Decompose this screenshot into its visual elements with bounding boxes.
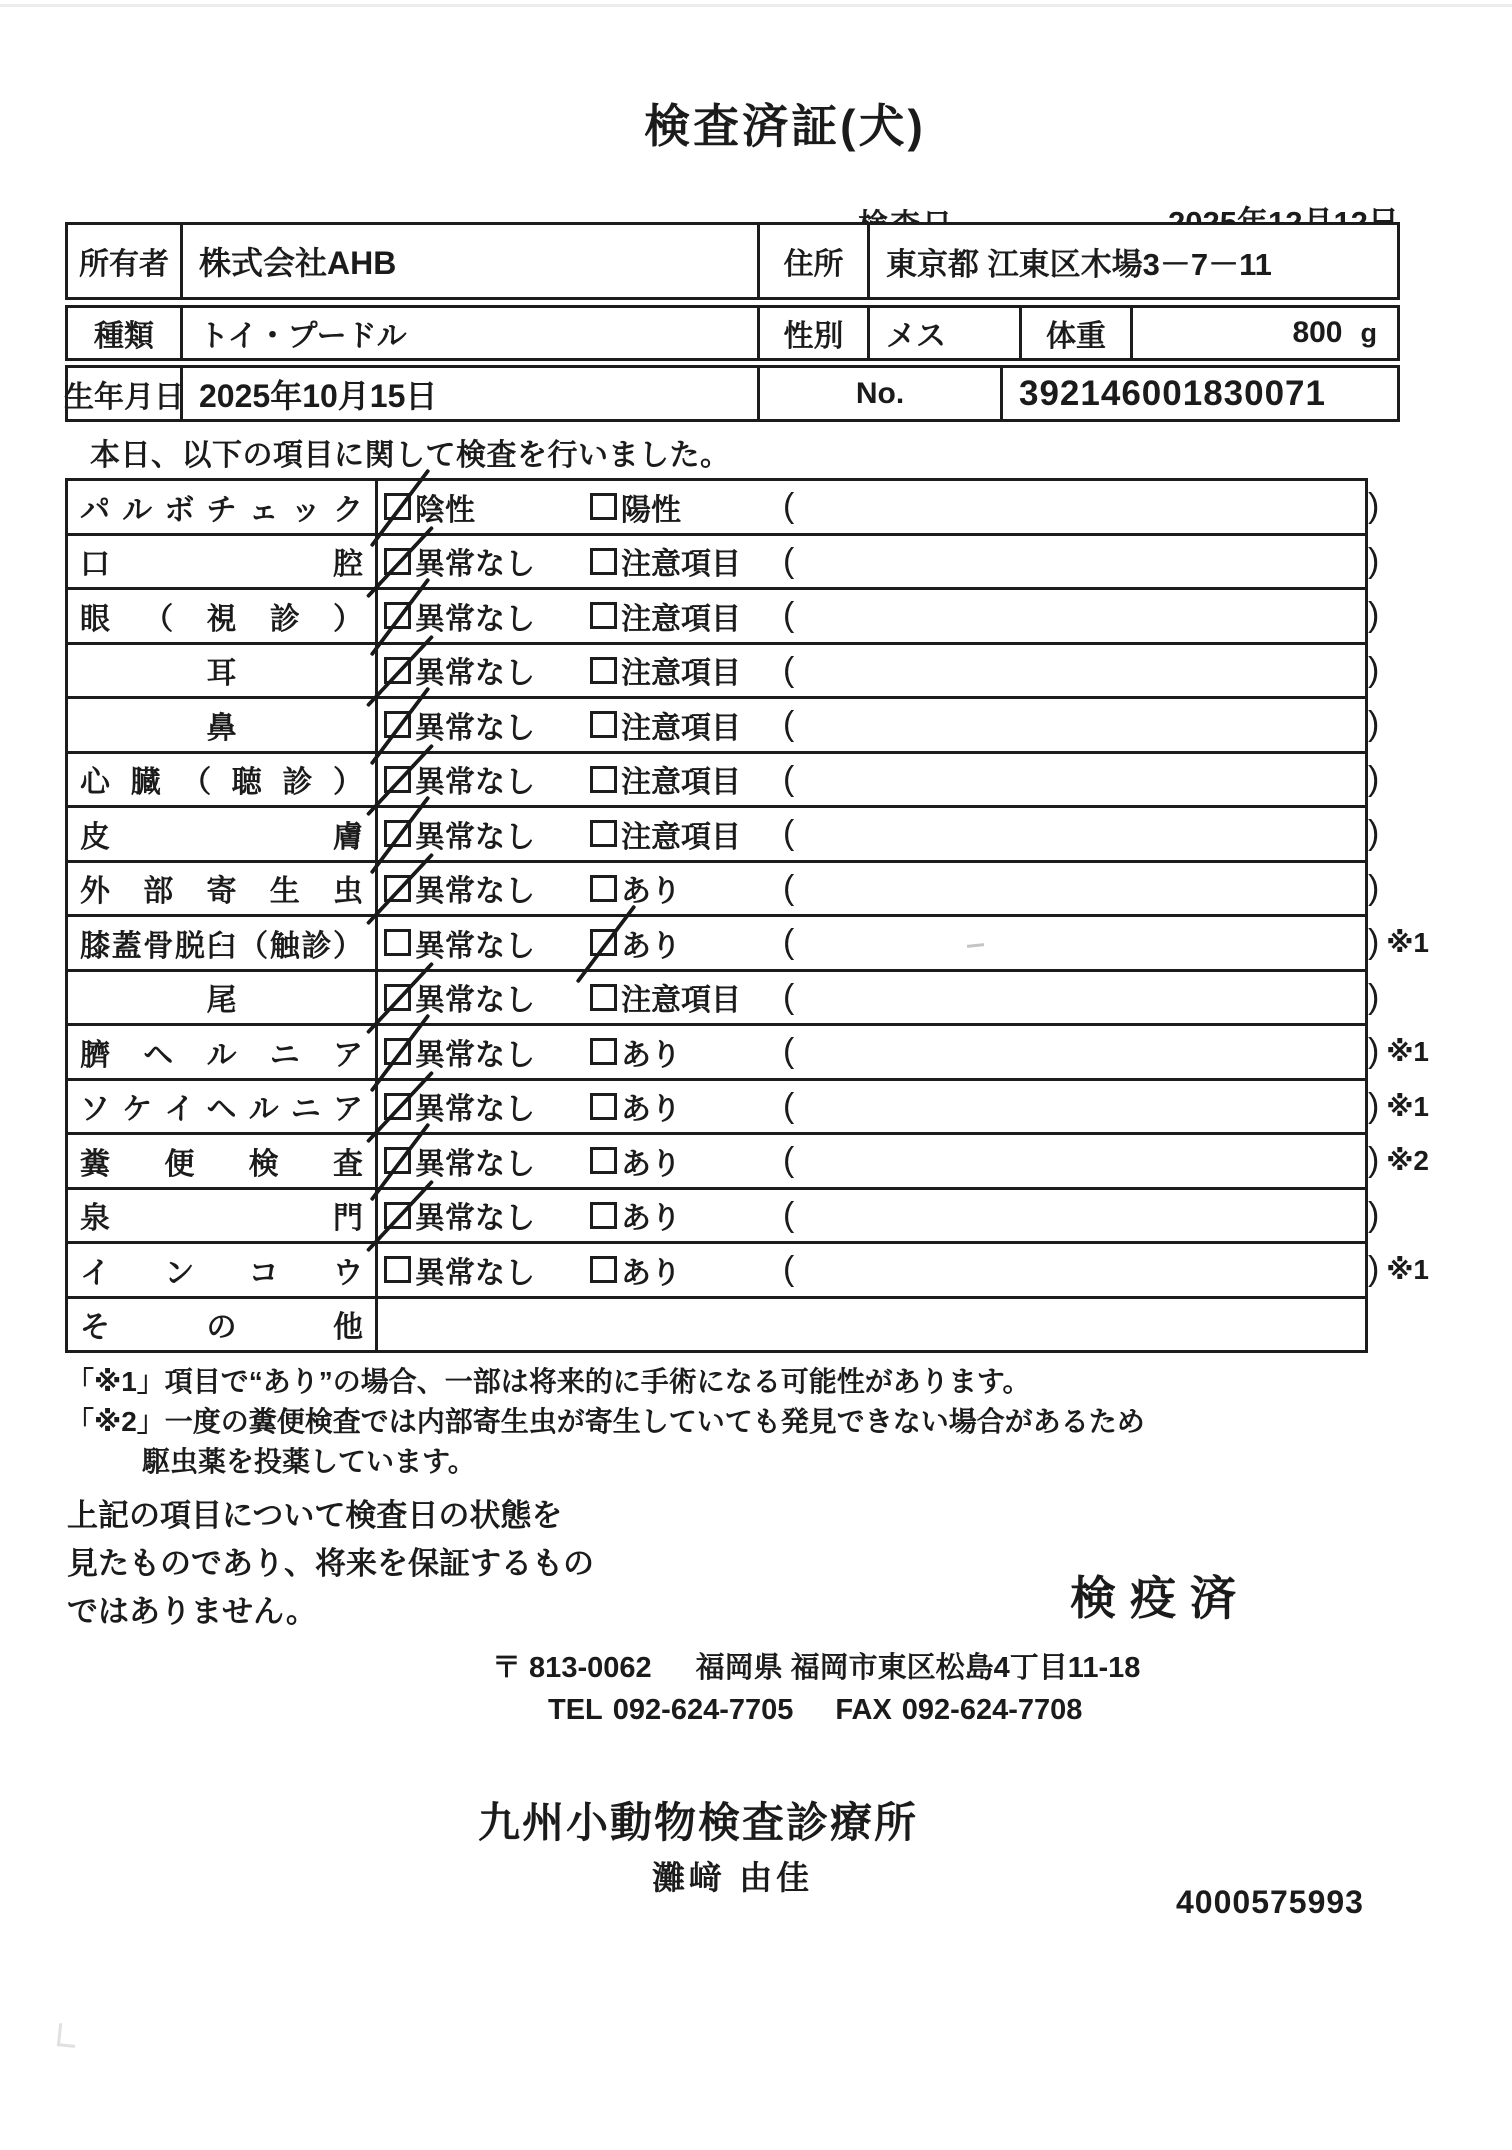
paren-open: ( xyxy=(783,1195,795,1234)
label-char: 査 xyxy=(332,1147,363,1181)
checkbox-icon xyxy=(590,766,617,793)
label-char: 検 xyxy=(248,1147,279,1181)
label-char: 耳 xyxy=(206,657,237,691)
checkbox-icon xyxy=(590,1038,617,1065)
check-row-label xyxy=(68,1135,378,1187)
label-char: 脱 xyxy=(174,929,205,963)
option-label: 異常なし xyxy=(415,766,535,800)
check-row-options xyxy=(378,917,1429,969)
label-char: ） xyxy=(333,602,363,636)
footnote-marker: ※1 xyxy=(1386,1254,1429,1286)
number-label: No. xyxy=(760,368,1003,419)
check-row-options xyxy=(378,1081,1429,1133)
option-o1 xyxy=(384,1190,535,1242)
paren-close: ) xyxy=(1368,541,1380,580)
paren-close: ) xyxy=(1368,1032,1380,1071)
paren-close: ) xyxy=(1368,705,1380,744)
label-char: 皮 xyxy=(80,820,110,854)
footnote-marker: ※2 xyxy=(1386,1145,1429,1177)
label-char: 視 xyxy=(206,602,237,636)
label-char: ッ xyxy=(290,493,321,527)
breed-value: トイ・プードル xyxy=(183,308,760,358)
label-char: ェ xyxy=(248,493,279,527)
option-o2 xyxy=(590,699,741,751)
label-char: ア xyxy=(332,1093,363,1127)
sex-value: メス xyxy=(870,308,1022,358)
option-o2 xyxy=(590,1026,681,1078)
label-char: ヘ xyxy=(206,1093,237,1127)
option-label: あり xyxy=(621,1202,681,1236)
quarantine-stamp: 検疫済 xyxy=(1070,1572,1250,1624)
page-title: 検査済証(犬) xyxy=(644,100,926,152)
check-row xyxy=(68,1081,1429,1136)
paren-open: ( xyxy=(783,1086,795,1125)
option-o1 xyxy=(384,1135,535,1187)
option-o1 xyxy=(384,808,535,860)
address-value: 東京都 江東区木場3－7－11 xyxy=(886,246,1272,282)
footnote-marker: ※1 xyxy=(1386,1090,1429,1122)
option-o2 xyxy=(590,1081,681,1133)
label-char: 門 xyxy=(333,1202,363,1236)
label-char: ル xyxy=(248,1093,279,1127)
option-label: 注意項目 xyxy=(621,711,741,745)
scan-corner-artifact xyxy=(57,2023,77,2048)
option-o1 xyxy=(384,1244,535,1296)
check-row-options xyxy=(378,1026,1429,1078)
label-char: 聴 xyxy=(231,766,262,800)
option-o1 xyxy=(384,645,535,697)
check-row-label xyxy=(68,1081,378,1133)
disclaimer-line-3: ではありません。 xyxy=(67,1594,317,1629)
check-row xyxy=(68,1135,1429,1190)
option-label: あり xyxy=(621,1256,681,1290)
label-char: 診 xyxy=(282,766,313,800)
option-o1 xyxy=(384,863,535,915)
check-row xyxy=(68,1244,1429,1299)
option-label: 注意項目 xyxy=(621,984,741,1018)
label-char: の xyxy=(206,1311,237,1345)
check-row xyxy=(68,481,1380,536)
option-o2 xyxy=(590,481,681,533)
checkbox-icon xyxy=(590,929,617,956)
label-char: ニ xyxy=(290,1093,321,1127)
checkbox-icon xyxy=(384,1147,411,1174)
check-row-label xyxy=(68,645,378,697)
check-row xyxy=(68,590,1380,645)
option-label: 異常なし xyxy=(415,984,535,1018)
label-char: 鼻 xyxy=(206,711,237,745)
breed-sex-weight-table xyxy=(65,305,1400,361)
faint-pen-mark xyxy=(967,943,984,948)
paren-close: ) xyxy=(1368,759,1380,798)
label-char: ケ xyxy=(122,1093,153,1127)
option-label: 異常なし xyxy=(415,1256,535,1290)
option-o2 xyxy=(590,1190,681,1242)
check-row-options xyxy=(378,1190,1380,1242)
check-row-options xyxy=(378,1135,1429,1187)
paren-open: ( xyxy=(783,1250,795,1289)
examination-checklist-table xyxy=(65,478,1429,1353)
fax-label: FAX xyxy=(835,1694,892,1726)
owner-value: 株式会社AHB xyxy=(183,225,760,297)
checkbox-icon xyxy=(590,875,617,902)
birthdate-value: 2025年10月15日 xyxy=(183,368,760,419)
check-row-options xyxy=(378,863,1380,915)
label-char: ） xyxy=(333,929,363,963)
check-row-label xyxy=(68,808,378,860)
checkbox-icon xyxy=(384,1202,411,1229)
option-o2 xyxy=(590,1135,681,1187)
label-char: ア xyxy=(333,1038,363,1072)
paren-close: ) xyxy=(1368,1086,1380,1125)
paren-close: ) xyxy=(1368,977,1380,1016)
label-char: コ xyxy=(248,1256,279,1290)
paren-open: ( xyxy=(783,1032,795,1071)
check-row-label xyxy=(68,1299,378,1351)
label-char: イ xyxy=(80,1256,110,1290)
checkbox-icon xyxy=(384,766,411,793)
option-o1 xyxy=(384,754,535,806)
option-o1 xyxy=(384,917,535,969)
footnote-1: 「※1」項目で“あり”の場合、一部は将来的に手術になる可能性があります。 xyxy=(66,1366,1031,1397)
weight-label: 体重 xyxy=(1022,308,1133,358)
number-value: 392146001830071 xyxy=(1019,373,1326,413)
label-char: 便 xyxy=(164,1147,195,1181)
option-o1 xyxy=(384,1026,535,1078)
option-o2 xyxy=(590,808,741,860)
checkbox-icon xyxy=(384,493,411,520)
label-char: 糞 xyxy=(80,1147,110,1181)
option-label: あり xyxy=(621,875,681,909)
check-row-options xyxy=(378,536,1380,588)
option-o1 xyxy=(384,972,535,1024)
label-char: 心 xyxy=(80,766,110,800)
check-row xyxy=(68,645,1380,700)
option-label: 注意項目 xyxy=(621,766,741,800)
label-char: 診 xyxy=(269,602,300,636)
check-row-label xyxy=(68,1190,378,1242)
checkbox-icon xyxy=(590,820,617,847)
label-char: 泉 xyxy=(80,1202,110,1236)
paren-close: ) xyxy=(1368,487,1380,526)
checkbox-icon xyxy=(590,1202,617,1229)
label-char: 膚 xyxy=(333,820,363,854)
check-row-label xyxy=(68,536,378,588)
checkbox-icon xyxy=(590,1256,617,1283)
checkbox-icon xyxy=(384,1093,411,1120)
paren-close: ) xyxy=(1368,868,1380,907)
option-label: 異常なし xyxy=(415,657,535,691)
option-label: 注意項目 xyxy=(621,657,741,691)
paren-open: ( xyxy=(783,814,795,853)
intro-sentence: 本日、以下の項目に関して検査を行いました。 xyxy=(90,439,731,472)
option-label: 異常なし xyxy=(415,602,535,636)
label-char: 触 xyxy=(269,929,300,963)
label-char: 眼 xyxy=(80,602,110,636)
check-row xyxy=(68,1026,1429,1081)
label-char: ク xyxy=(332,493,363,527)
birthdate-number-table xyxy=(65,365,1400,422)
check-row xyxy=(68,754,1380,809)
birthdate-label: 生年月日 xyxy=(68,368,183,419)
checkbox-icon xyxy=(590,1093,617,1120)
owner-address-table xyxy=(65,222,1400,300)
label-char: 臼 xyxy=(206,929,237,963)
check-row-label xyxy=(68,754,378,806)
label-char: そ xyxy=(80,1311,110,1345)
label-char: （ xyxy=(238,929,269,963)
check-row-label xyxy=(68,972,378,1024)
paren-open: ( xyxy=(783,759,795,798)
scan-edge-artifact xyxy=(0,4,1512,7)
label-char: パ xyxy=(80,493,110,527)
label-char: ボ xyxy=(164,493,195,527)
check-row-label xyxy=(68,917,378,969)
checkbox-icon xyxy=(384,929,411,956)
label-char: ン xyxy=(164,1256,195,1290)
option-o1 xyxy=(384,481,475,533)
checkbox-icon xyxy=(590,1147,617,1174)
check-row-label xyxy=(68,699,378,751)
option-label: 陽性 xyxy=(621,493,681,527)
paren-open: ( xyxy=(783,596,795,635)
checkbox-icon xyxy=(590,984,617,1011)
check-row xyxy=(68,863,1380,918)
option-label: 異常なし xyxy=(415,548,535,582)
label-char: ソ xyxy=(80,1093,110,1127)
option-o1 xyxy=(384,590,535,642)
option-label: あり xyxy=(621,1093,681,1127)
paren-open: ( xyxy=(783,487,795,526)
check-row-options xyxy=(378,972,1380,1024)
label-char: チ xyxy=(206,493,237,527)
option-o1 xyxy=(384,536,535,588)
label-char: イ xyxy=(164,1093,195,1127)
footnote-marker: ※1 xyxy=(1386,1036,1429,1068)
option-label: 異常なし xyxy=(415,1093,535,1127)
label-char: 診 xyxy=(301,929,332,963)
clinic-postal-code: 〒 813-0062 xyxy=(492,1652,652,1684)
label-char: 虫 xyxy=(333,875,363,909)
check-row-options xyxy=(378,754,1380,806)
label-char: （ xyxy=(143,602,174,636)
checkbox-icon xyxy=(384,1038,411,1065)
option-o2 xyxy=(590,1244,681,1296)
option-o1 xyxy=(384,1081,535,1133)
checkbox-icon xyxy=(384,1256,411,1283)
check-row xyxy=(68,1190,1380,1245)
label-char: 腔 xyxy=(333,548,363,582)
check-row-options xyxy=(378,808,1380,860)
address-label: 住所 xyxy=(760,225,870,297)
label-char: ウ xyxy=(332,1256,363,1290)
label-char: 臍 xyxy=(80,1038,110,1072)
label-char: 部 xyxy=(143,875,174,909)
paren-close: ) xyxy=(1368,596,1380,635)
checkbox-icon xyxy=(590,657,617,684)
label-char: 外 xyxy=(80,875,110,909)
checkbox-icon xyxy=(590,711,617,738)
paren-close: ) xyxy=(1368,1195,1380,1234)
option-o2 xyxy=(590,863,681,915)
weight-unit: g xyxy=(1360,317,1377,348)
label-char: 他 xyxy=(333,1311,363,1345)
option-o2 xyxy=(590,536,741,588)
paren-open: ( xyxy=(783,923,795,962)
option-label: あり xyxy=(621,1038,681,1072)
check-row xyxy=(68,536,1380,591)
option-o2 xyxy=(590,645,741,697)
sex-label: 性別 xyxy=(760,308,870,358)
paren-close: ) xyxy=(1368,1141,1380,1180)
check-row-label xyxy=(68,863,378,915)
footnote-2-continued: 駆虫薬を投薬しています。 xyxy=(142,1446,476,1477)
option-label: 陰性 xyxy=(415,493,475,527)
option-o2 xyxy=(590,917,681,969)
option-label: 注意項目 xyxy=(621,820,741,854)
label-char: ヘ xyxy=(143,1038,174,1072)
checkbox-icon xyxy=(590,493,617,520)
checkbox-icon xyxy=(384,875,411,902)
label-char: ） xyxy=(332,766,363,800)
clinic-name: 九州小動物検査診療所 xyxy=(478,1799,919,1846)
disclaimer-line-1: 上記の項目について検査日の状態を xyxy=(67,1498,563,1533)
check-row-options xyxy=(378,590,1380,642)
check-row-options xyxy=(378,1299,1365,1351)
weight-value: 800 xyxy=(1292,316,1343,349)
label-char: 骨 xyxy=(143,929,174,963)
fax-value: 092-624-7708 xyxy=(901,1694,1083,1726)
check-row xyxy=(68,972,1380,1027)
checkbox-icon xyxy=(384,820,411,847)
paren-close: ) xyxy=(1368,650,1380,689)
serial-number: 4000575993 xyxy=(1176,1884,1364,1920)
checkbox-icon xyxy=(590,548,617,575)
check-row xyxy=(68,1299,1365,1351)
check-row-label xyxy=(68,1026,378,1078)
checkbox-icon xyxy=(590,602,617,629)
paren-open: ( xyxy=(783,705,795,744)
check-row-options xyxy=(378,1244,1429,1296)
check-row-options xyxy=(378,481,1380,533)
option-label: あり xyxy=(621,1147,681,1181)
label-char: 尾 xyxy=(206,984,237,1018)
checkbox-icon xyxy=(384,602,411,629)
check-row-label xyxy=(68,1244,378,1296)
paren-open: ( xyxy=(783,650,795,689)
label-char: ル xyxy=(206,1038,237,1072)
label-char: 生 xyxy=(269,875,300,909)
label-char: 寄 xyxy=(206,875,237,909)
checkbox-icon xyxy=(384,711,411,738)
option-o2 xyxy=(590,972,741,1024)
option-label: 異常なし xyxy=(415,1038,535,1072)
paren-close: ) xyxy=(1368,814,1380,853)
option-label: 注意項目 xyxy=(621,548,741,582)
footnote-2: 「※2」一度の糞便検査では内部寄生虫が寄生していても発見できない場合があるため xyxy=(66,1406,1145,1437)
option-label: 異常なし xyxy=(415,711,535,745)
check-row-label xyxy=(68,481,378,533)
paren-close: ) xyxy=(1368,1250,1380,1289)
option-label: あり xyxy=(621,929,681,963)
option-label: 異常なし xyxy=(415,929,535,963)
option-label: 異常なし xyxy=(415,820,535,854)
option-label: 異常なし xyxy=(415,1147,535,1181)
spacer xyxy=(803,1694,825,1727)
clinic-address: 福岡県 福岡市東区松島4丁目11-18 xyxy=(695,1652,1141,1684)
tel-label: TEL xyxy=(548,1694,603,1726)
paren-open: ( xyxy=(783,1141,795,1180)
checkbox-icon xyxy=(384,657,411,684)
check-row-label xyxy=(68,590,378,642)
label-char: 蓋 xyxy=(111,929,142,963)
checkbox-icon xyxy=(384,548,411,575)
option-label: 異常なし xyxy=(415,1202,535,1236)
check-row xyxy=(68,699,1380,754)
label-char: ル xyxy=(122,493,153,527)
disclaimer-line-2: 見たものであり、将来を保証するもの xyxy=(67,1546,594,1581)
paren-open: ( xyxy=(783,977,795,1016)
checkbox-icon xyxy=(384,984,411,1011)
check-row-options xyxy=(378,699,1380,751)
label-char: 臓 xyxy=(130,766,161,800)
breed-label: 種類 xyxy=(68,308,183,358)
paren-open: ( xyxy=(783,868,795,907)
weight-value-cell xyxy=(1133,308,1397,358)
option-o2 xyxy=(590,590,741,642)
paren-close: ) xyxy=(1368,923,1380,962)
veterinarian-name: 灘﨑 由佳 xyxy=(652,1859,814,1896)
option-label: 注意項目 xyxy=(621,602,741,636)
option-o1 xyxy=(384,699,535,751)
option-label: 異常なし xyxy=(415,875,535,909)
label-char: 膝 xyxy=(80,929,110,963)
check-row-options xyxy=(378,645,1380,697)
label-char: 口 xyxy=(80,548,110,582)
clinic-address-line xyxy=(492,1645,1140,1686)
footnote-marker: ※1 xyxy=(1386,927,1429,959)
check-row xyxy=(68,808,1380,863)
owner-label: 所有者 xyxy=(68,225,183,297)
label-char: ニ xyxy=(269,1038,300,1072)
paren-open: ( xyxy=(783,541,795,580)
tel-value: 092-624-7705 xyxy=(612,1694,794,1726)
clinic-contact-line xyxy=(548,1694,1082,1727)
option-o2 xyxy=(590,754,741,806)
check-row xyxy=(68,917,1429,972)
label-char: （ xyxy=(181,766,212,800)
